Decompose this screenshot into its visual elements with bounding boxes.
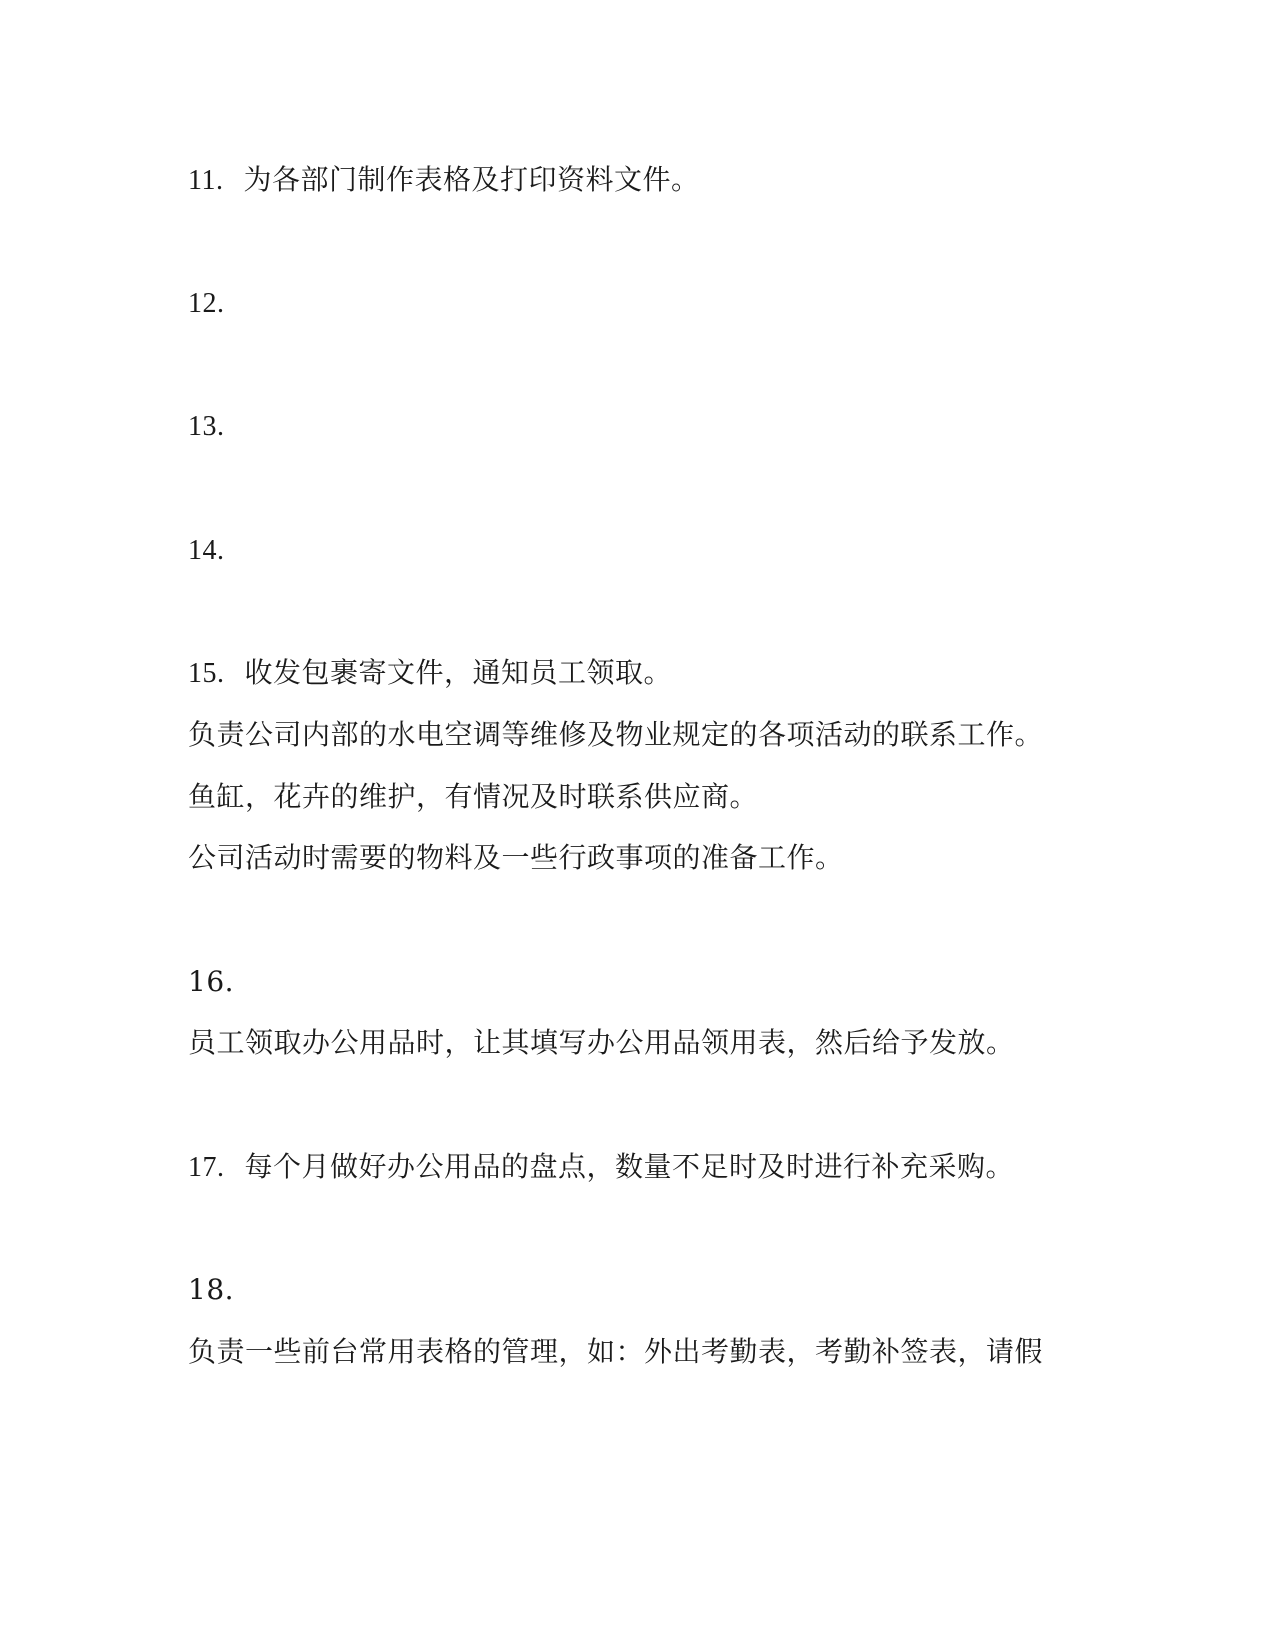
- list-item-18-text: 负责一些前台常用表格的管理，如：外出考勤表，考勤补签表，请假: [188, 1335, 1044, 1368]
- list-item-16-number: 16.: [188, 965, 235, 998]
- item-number: 17.: [188, 1152, 225, 1183]
- list-item-15: [188, 655, 672, 692]
- list-item-13: [188, 408, 245, 445]
- list-item-16-text: 员工领取办公用品时，让其填写办公用品领用表，然后给予发放。: [188, 1026, 1015, 1059]
- item-number: 14.: [188, 535, 225, 566]
- item-text: 为各部门制作表格及打印资料文件。: [243, 163, 700, 196]
- item-number: 15.: [188, 658, 225, 689]
- list-item-11: [188, 162, 699, 199]
- list-item-18-number: 18.: [188, 1273, 235, 1306]
- list-item-17: [188, 1149, 1014, 1186]
- item-number: 12.: [188, 288, 225, 319]
- paragraph: 鱼缸，花卉的维护，有情况及时联系供应商。: [188, 780, 759, 813]
- paragraph: 负责公司内部的水电空调等维修及物业规定的各项活动的联系工作。: [188, 718, 1044, 751]
- item-text: 收发包裹寄文件，通知员工领取。: [244, 656, 673, 689]
- item-number: 13.: [188, 411, 225, 442]
- paragraph: 公司活动时需要的物料及一些行政事项的准备工作。: [188, 841, 844, 874]
- item-text: 每个月做好办公用品的盘点，数量不足时及时进行补充采购。: [244, 1150, 1015, 1183]
- list-item-14: [188, 532, 245, 569]
- item-number: 11.: [188, 165, 224, 196]
- list-item-12: [188, 285, 245, 322]
